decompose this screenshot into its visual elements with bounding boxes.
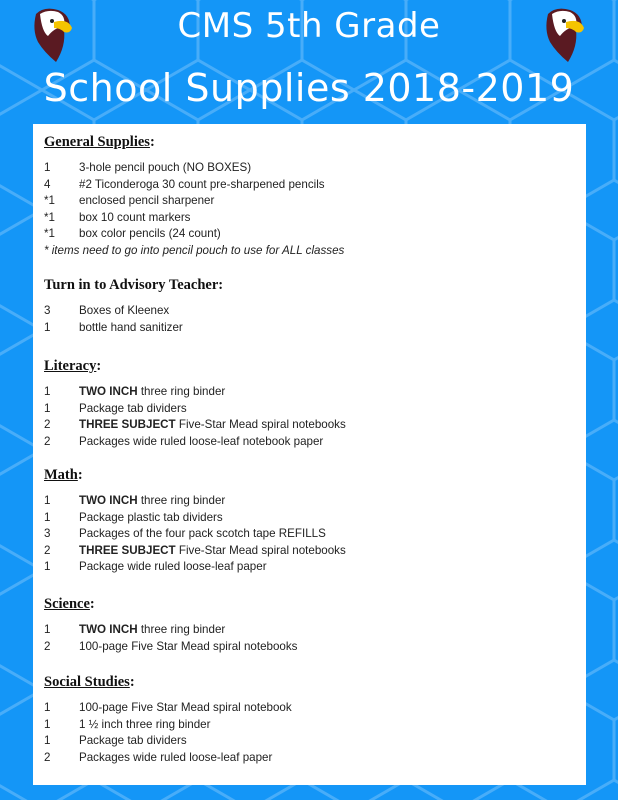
item-description (79, 559, 267, 576)
section-title: Turn in to Advisory Teacher: (44, 277, 224, 293)
section-math (44, 467, 576, 576)
supply-list-card (33, 124, 586, 785)
item-text: Five-Star Mead spiral notebooks (175, 543, 346, 557)
item-quantity: 2 (44, 434, 51, 448)
item-quantity: 1 (44, 560, 51, 573)
item-description (79, 210, 190, 227)
item-description (79, 717, 210, 734)
section-note: * items need to go into pencil pouch to use for ALL classes (44, 243, 345, 257)
item-text: Package plastic tab dividers (79, 510, 223, 524)
item-description (79, 493, 225, 510)
list-item (44, 303, 576, 320)
item-text: 1 ½ inch three ring binder (79, 717, 211, 731)
item-quantity: 1 (44, 510, 51, 524)
heading-colon: : (89, 596, 95, 612)
heading-colon: : (129, 674, 135, 690)
list-item (44, 434, 576, 451)
item-quantity: 4 (44, 177, 51, 191)
item-text: three ring binder (137, 494, 226, 507)
item-emphasis: TWO INCH (79, 385, 138, 398)
item-quantity: 1 (44, 385, 51, 398)
item-text: three ring binder (137, 385, 226, 398)
item-text: three ring binder (137, 623, 226, 636)
item-text: 3-hole pencil pouch (NO BOXES) (79, 161, 252, 174)
section-science (44, 596, 576, 655)
list-item (44, 177, 576, 194)
item-emphasis: TWO INCH (79, 494, 138, 507)
item-quantity: 2 (44, 750, 51, 764)
item-description (79, 384, 225, 401)
item-emphasis: THREE SUBJECT (79, 543, 176, 557)
list-item (44, 526, 576, 543)
item-text: box color pencils (24 count) (79, 227, 221, 240)
item-text: 100-page Five Star Mead spiral notebooks (79, 639, 298, 653)
item-text: 100-page Five Star Mead spiral notebook (79, 701, 292, 714)
section-title: General Supplies (44, 134, 150, 150)
item-quantity: *1 (44, 194, 55, 207)
item-description (79, 160, 251, 177)
item-text: Boxes of Kleenex (79, 304, 170, 317)
item-text: Packages wide ruled loose-leaf notebook paper (79, 434, 324, 448)
list-item (44, 226, 576, 243)
list-item (44, 700, 576, 717)
section-turn-in-to-advisory-teacher (44, 277, 576, 336)
item-quantity: 1 (44, 161, 51, 174)
list-item (44, 417, 576, 434)
item-description (79, 193, 214, 210)
heading-colon: : (96, 358, 102, 374)
section-title: Math (44, 467, 78, 483)
section-title: Science (44, 596, 90, 612)
item-description (79, 733, 187, 750)
list-item (44, 401, 576, 418)
heading-colon: : (77, 467, 83, 483)
section-heading (44, 674, 576, 691)
item-quantity: 1 (44, 320, 51, 334)
title-line-2: School Supplies 2018-2019 (43, 66, 575, 110)
list-item (44, 717, 576, 734)
item-quantity: 3 (44, 304, 51, 317)
section-heading (44, 467, 576, 484)
list-item (44, 639, 576, 656)
item-description (79, 639, 297, 656)
item-quantity: 2 (44, 418, 51, 431)
item-quantity: 1 (44, 701, 51, 714)
item-text: Packages of the four pack scotch tape REFILLS (79, 527, 326, 540)
section-title: Social Studies (44, 674, 130, 690)
item-text: Packages wide ruled loose-leaf paper (79, 750, 273, 764)
list-item (44, 510, 576, 527)
item-quantity: 2 (44, 639, 51, 653)
section-heading (44, 358, 576, 375)
item-description (79, 417, 346, 434)
list-item (44, 160, 576, 177)
section-social-studies (44, 674, 576, 766)
item-emphasis: TWO INCH (79, 623, 138, 636)
section-heading (44, 596, 576, 613)
item-quantity: 1 (44, 401, 51, 415)
item-description (79, 226, 221, 243)
item-description (79, 401, 187, 418)
item-description (79, 303, 169, 320)
list-item (44, 750, 576, 767)
section-general-supplies (44, 134, 576, 259)
item-description (79, 526, 326, 543)
item-text: enclosed pencil sharpener (79, 194, 215, 207)
item-description (79, 700, 292, 717)
item-emphasis: THREE SUBJECT (79, 418, 176, 431)
list-item (44, 559, 576, 576)
item-description (79, 622, 225, 639)
list-item (44, 320, 576, 337)
item-description (79, 750, 272, 767)
item-quantity: 1 (44, 623, 51, 636)
item-text: #2 Ticonderoga 30 count pre-sharpened pencils (79, 177, 325, 191)
item-quantity: 1 (44, 717, 51, 731)
item-quantity: *1 (44, 227, 55, 240)
item-text: Package tab dividers (79, 401, 187, 415)
list-item (44, 493, 576, 510)
item-quantity: 1 (44, 494, 51, 507)
item-description (79, 177, 325, 194)
item-quantity: 2 (44, 543, 51, 557)
item-description (79, 510, 223, 527)
item-text: Package wide ruled loose-leaf paper (79, 560, 267, 573)
section-heading (44, 277, 576, 294)
item-quantity: 3 (44, 527, 51, 540)
title-line-1: CMS 5th Grade (177, 6, 441, 46)
list-item (44, 210, 576, 227)
list-item (44, 543, 576, 560)
section-title: Literacy (44, 358, 97, 374)
section-literacy (44, 358, 576, 450)
item-text: Package tab dividers (79, 734, 187, 747)
item-quantity: 1 (44, 734, 51, 747)
item-quantity: *1 (44, 210, 55, 224)
item-text: Five-Star Mead spiral notebooks (175, 418, 346, 431)
list-item (44, 384, 576, 401)
item-text: box 10 count markers (79, 210, 191, 224)
section-heading (44, 134, 576, 151)
item-description (79, 543, 346, 560)
item-description (79, 434, 323, 451)
item-description (79, 320, 183, 337)
list-item (44, 193, 576, 210)
list-item (44, 622, 576, 639)
heading-colon: : (149, 134, 155, 150)
item-text: bottle hand sanitizer (79, 320, 183, 334)
list-item (44, 733, 576, 750)
